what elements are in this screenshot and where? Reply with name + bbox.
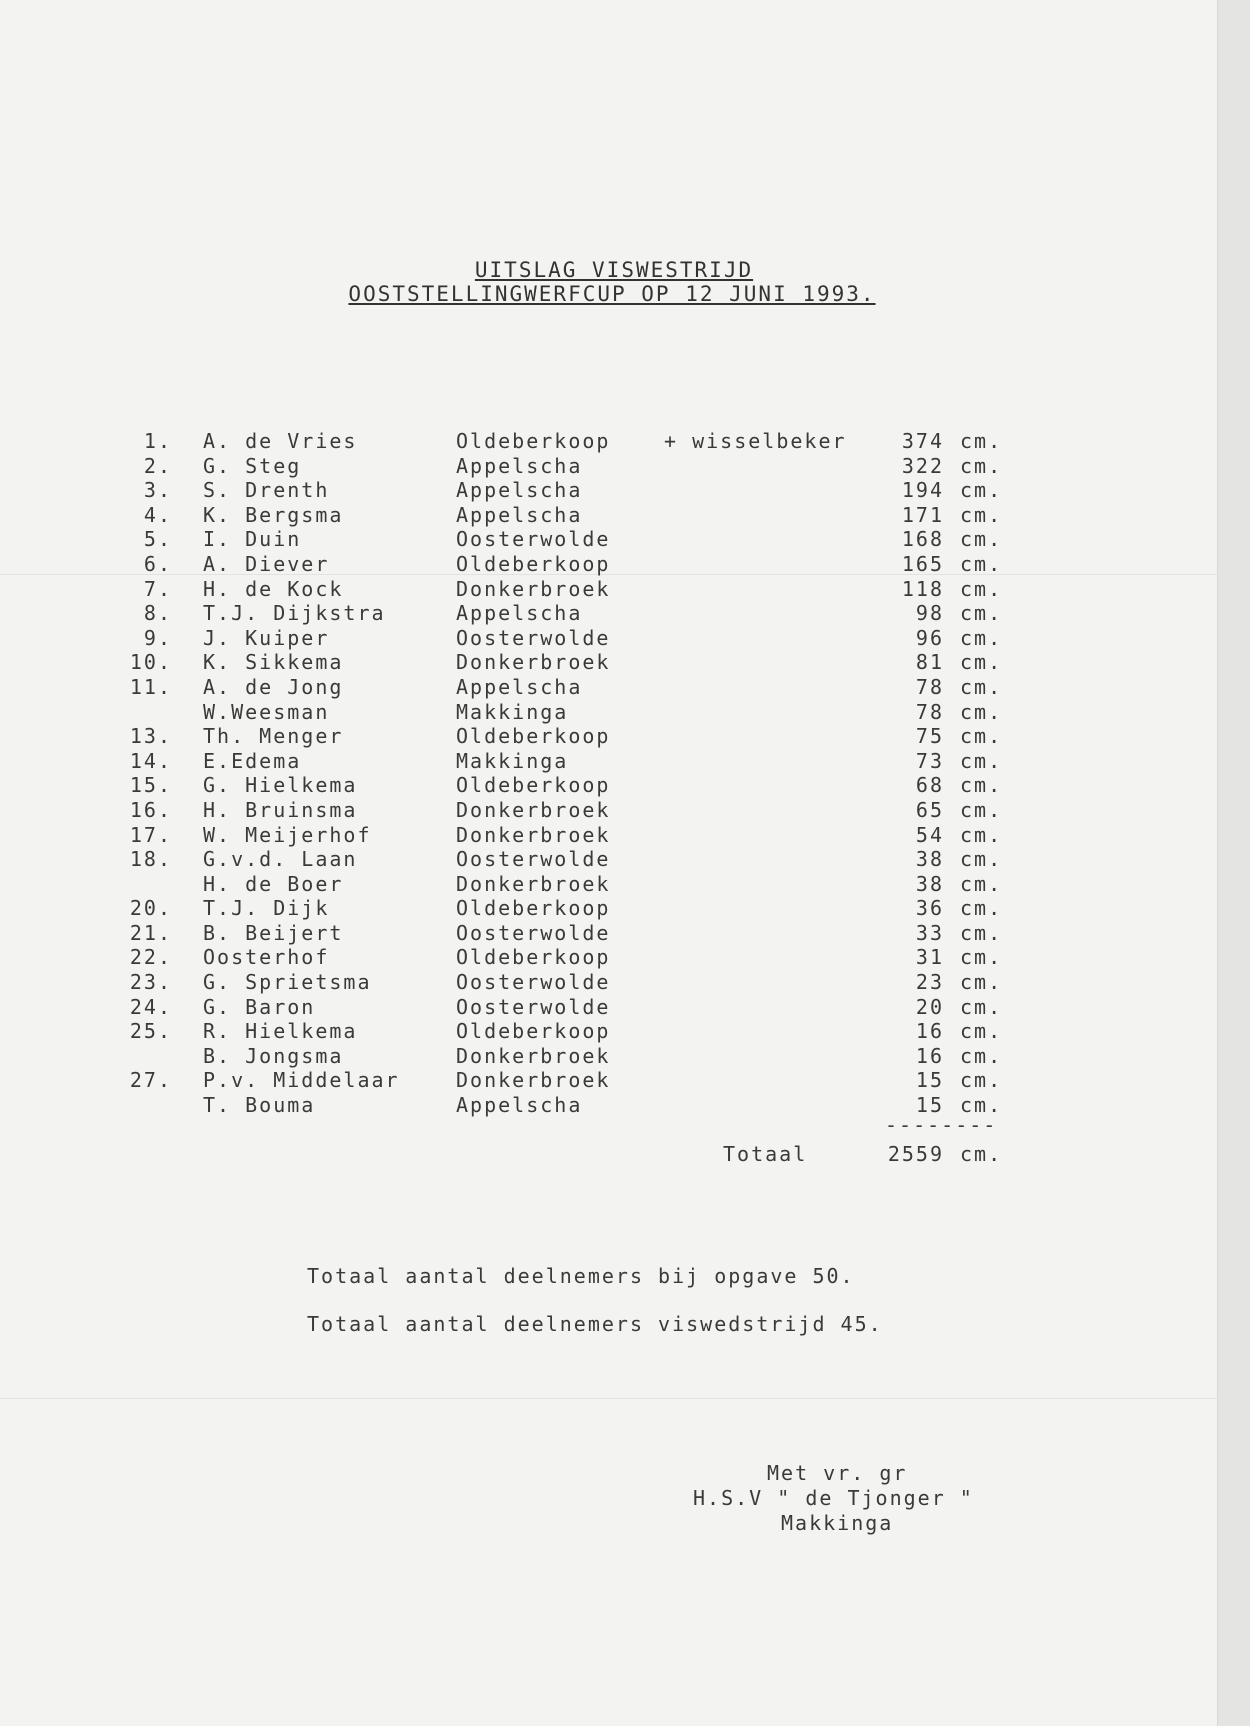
angler-place: Appelscha xyxy=(456,502,583,527)
result-row xyxy=(0,478,1218,503)
angler-place: Oosterwolde xyxy=(456,847,611,872)
fold-line xyxy=(0,1398,1218,1399)
angler-name: B. Jongsma xyxy=(203,1043,344,1068)
result-score: 68 xyxy=(915,773,944,798)
angler-name: Oosterhof xyxy=(203,945,330,970)
signature-town: Makkinga xyxy=(781,1511,894,1535)
result-rank: 23. xyxy=(129,970,172,995)
angler-place: Oldeberkoop xyxy=(456,724,611,749)
result-row xyxy=(0,1019,1218,1044)
result-rank: 18. xyxy=(129,847,172,872)
result-rank: 2. xyxy=(143,453,172,478)
angler-name: I. Duin xyxy=(203,527,302,552)
angler-place: Donkerbroek xyxy=(456,797,611,822)
angler-place: Oosterwolde xyxy=(456,625,611,650)
result-score: 65 xyxy=(915,797,944,822)
angler-place: Donkerbroek xyxy=(456,650,611,675)
result-score: 81 xyxy=(915,650,944,675)
result-row xyxy=(0,675,1218,700)
result-row xyxy=(0,1093,1218,1118)
result-unit: cm. xyxy=(960,822,1003,847)
angler-name: E.Edema xyxy=(203,748,302,773)
signature-club: H.S.V " de Tjonger " xyxy=(693,1486,974,1510)
angler-place: Appelscha xyxy=(456,478,583,503)
result-row xyxy=(0,724,1218,749)
result-row xyxy=(0,847,1218,872)
result-score: 165 xyxy=(901,551,944,576)
angler-name: T.J. Dijkstra xyxy=(203,601,386,626)
result-rank: 20. xyxy=(129,896,172,921)
result-row xyxy=(0,577,1218,602)
result-unit: cm. xyxy=(960,847,1003,872)
angler-name: H. de Kock xyxy=(203,576,344,601)
result-unit: cm. xyxy=(960,994,1003,1019)
result-score: 96 xyxy=(915,625,944,650)
angler-name: P.v. Middelaar xyxy=(203,1068,400,1093)
result-rank: 3. xyxy=(143,478,172,503)
angler-place: Oldeberkoop xyxy=(456,1019,611,1044)
result-rank: 8. xyxy=(143,601,172,626)
angler-name: G. Sprietsma xyxy=(203,970,372,995)
result-rank: 1. xyxy=(143,429,172,453)
angler-place: Oldeberkoop xyxy=(456,896,611,921)
result-row xyxy=(0,503,1218,528)
result-score: 15 xyxy=(915,1093,944,1118)
result-score: 168 xyxy=(901,527,944,552)
result-rank: 17. xyxy=(129,822,172,847)
result-unit: cm. xyxy=(960,551,1003,576)
results-list xyxy=(0,429,1218,1118)
result-unit: cm. xyxy=(960,453,1003,478)
total-label: Totaal xyxy=(723,1142,808,1166)
result-row xyxy=(0,995,1218,1020)
result-unit: cm. xyxy=(960,896,1003,921)
angler-name: K. Sikkema xyxy=(203,650,344,675)
angler-name: B. Beijert xyxy=(203,920,344,945)
result-unit: cm. xyxy=(960,478,1003,503)
result-row xyxy=(0,601,1218,626)
angler-name: G. Steg xyxy=(203,453,302,478)
page-edge xyxy=(1218,0,1250,1726)
angler-name: R. Hielkema xyxy=(203,1019,358,1044)
result-rank: 7. xyxy=(143,576,172,601)
result-unit: cm. xyxy=(960,1068,1003,1093)
result-unit: cm. xyxy=(960,748,1003,773)
result-unit: cm. xyxy=(960,970,1003,995)
result-score: 16 xyxy=(915,1043,944,1068)
result-unit: cm. xyxy=(960,871,1003,896)
angler-name: A. Diever xyxy=(203,551,330,576)
participants-competed: Totaal aantal deelnemers viswedstrijd 45. xyxy=(307,1312,883,1336)
result-row xyxy=(0,552,1218,577)
angler-place: Oldeberkoop xyxy=(456,773,611,798)
result-score: 98 xyxy=(915,601,944,626)
result-unit: cm. xyxy=(960,650,1003,675)
result-rank: 10. xyxy=(129,650,172,675)
result-score: 194 xyxy=(901,478,944,503)
angler-name: S. Drenth xyxy=(203,478,330,503)
result-unit: cm. xyxy=(960,429,1003,453)
result-unit: cm. xyxy=(960,601,1003,626)
result-unit: cm. xyxy=(960,527,1003,552)
result-row xyxy=(0,700,1218,725)
result-rank: 24. xyxy=(129,994,172,1019)
angler-place: Appelscha xyxy=(456,1093,583,1118)
result-score: 322 xyxy=(901,453,944,478)
result-unit: cm. xyxy=(960,724,1003,749)
angler-name: J. Kuiper xyxy=(203,625,330,650)
result-unit: cm. xyxy=(960,625,1003,650)
result-unit: cm. xyxy=(960,920,1003,945)
result-rank: 25. xyxy=(129,1019,172,1044)
angler-place: Appelscha xyxy=(456,453,583,478)
result-row xyxy=(0,454,1218,479)
angler-place: Donkerbroek xyxy=(456,871,611,896)
result-rank: 22. xyxy=(129,945,172,970)
result-score: 75 xyxy=(915,724,944,749)
result-score: 15 xyxy=(915,1068,944,1093)
result-unit: cm. xyxy=(960,1043,1003,1068)
angler-name: G.v.d. Laan xyxy=(203,847,358,872)
total-divider: -------- xyxy=(885,1113,998,1137)
result-unit: cm. xyxy=(960,797,1003,822)
result-row xyxy=(0,626,1218,651)
result-rank: 27. xyxy=(129,1068,172,1093)
angler-name: A. de Jong xyxy=(203,674,344,699)
total-unit: cm. xyxy=(960,1142,1003,1166)
result-row xyxy=(0,749,1218,774)
result-rank: 9. xyxy=(143,625,172,650)
angler-place: Oosterwolde xyxy=(456,920,611,945)
result-score: 16 xyxy=(915,1019,944,1044)
angler-name: W.Weesman xyxy=(203,699,330,724)
result-row xyxy=(0,970,1218,995)
angler-place: Appelscha xyxy=(456,674,583,699)
angler-place: Oosterwolde xyxy=(456,994,611,1019)
angler-place: Donkerbroek xyxy=(456,576,611,601)
result-row xyxy=(0,945,1218,970)
angler-place: Donkerbroek xyxy=(456,1043,611,1068)
result-rank: 15. xyxy=(129,773,172,798)
angler-place: Donkerbroek xyxy=(456,822,611,847)
participants-registered: Totaal aantal deelnemers bij opgave 50. xyxy=(307,1264,855,1288)
result-row xyxy=(0,1044,1218,1069)
result-score: 118 xyxy=(901,576,944,601)
result-score: 23 xyxy=(915,970,944,995)
angler-place: Oosterwolde xyxy=(456,527,611,552)
result-rank: 5. xyxy=(143,527,172,552)
result-row xyxy=(0,823,1218,848)
result-row xyxy=(0,429,1218,454)
result-row xyxy=(0,773,1218,798)
title-line-2: OOSTSTELLINGWERFCUP OP 12 JUNI 1993. xyxy=(348,282,876,306)
result-row xyxy=(0,798,1218,823)
angler-place: Appelscha xyxy=(456,601,583,626)
total-value: 2559 xyxy=(887,1142,944,1166)
result-score: 171 xyxy=(901,502,944,527)
document-title xyxy=(0,258,1218,306)
angler-place: Makkinga xyxy=(456,699,569,724)
result-score: 78 xyxy=(915,674,944,699)
angler-name: A. de Vries xyxy=(203,429,358,453)
result-row xyxy=(0,1068,1218,1093)
result-row xyxy=(0,921,1218,946)
result-row xyxy=(0,650,1218,675)
title-line-1: UITSLAG VISWESTRIJD xyxy=(474,258,754,282)
angler-name: T.J. Dijk xyxy=(203,896,330,921)
result-score: 38 xyxy=(915,847,944,872)
angler-place: Oldeberkoop xyxy=(456,429,611,453)
result-rank: 13. xyxy=(129,724,172,749)
angler-name: H. de Boer xyxy=(203,871,344,896)
angler-place: Oldeberkoop xyxy=(456,945,611,970)
result-rank: 21. xyxy=(129,920,172,945)
result-rank: 14. xyxy=(129,748,172,773)
result-score: 374 xyxy=(901,429,944,453)
result-unit: cm. xyxy=(960,674,1003,699)
result-rank: 6. xyxy=(143,551,172,576)
result-row xyxy=(0,872,1218,897)
result-unit: cm. xyxy=(960,502,1003,527)
angler-name: G. Hielkema xyxy=(203,773,358,798)
result-row xyxy=(0,527,1218,552)
angler-name: G. Baron xyxy=(203,994,316,1019)
result-unit: cm. xyxy=(960,773,1003,798)
result-unit: cm. xyxy=(960,1019,1003,1044)
result-score: 20 xyxy=(915,994,944,1019)
angler-name: W. Meijerhof xyxy=(203,822,372,847)
result-unit: cm. xyxy=(960,1093,1003,1118)
result-unit: cm. xyxy=(960,699,1003,724)
angler-place: Donkerbroek xyxy=(456,1068,611,1093)
angler-place: Makkinga xyxy=(456,748,569,773)
result-rank: 11. xyxy=(129,674,172,699)
result-rank: 4. xyxy=(143,502,172,527)
result-score: 31 xyxy=(915,945,944,970)
signature-greeting: Met vr. gr xyxy=(767,1461,908,1485)
angler-name: H. Bruinsma xyxy=(203,797,358,822)
result-score: 33 xyxy=(915,920,944,945)
angler-place: Oosterwolde xyxy=(456,970,611,995)
result-unit: cm. xyxy=(960,576,1003,601)
result-score: 78 xyxy=(915,699,944,724)
angler-name: Th. Menger xyxy=(203,724,344,749)
result-row xyxy=(0,896,1218,921)
angler-name: T. Bouma xyxy=(203,1093,316,1118)
result-score: 38 xyxy=(915,871,944,896)
angler-place: Oldeberkoop xyxy=(456,551,611,576)
angler-name: K. Bergsma xyxy=(203,502,344,527)
result-note: + wisselbeker xyxy=(664,429,847,453)
result-rank: 16. xyxy=(129,797,172,822)
result-score: 36 xyxy=(915,896,944,921)
result-score: 54 xyxy=(915,822,944,847)
result-score: 73 xyxy=(915,748,944,773)
result-unit: cm. xyxy=(960,945,1003,970)
